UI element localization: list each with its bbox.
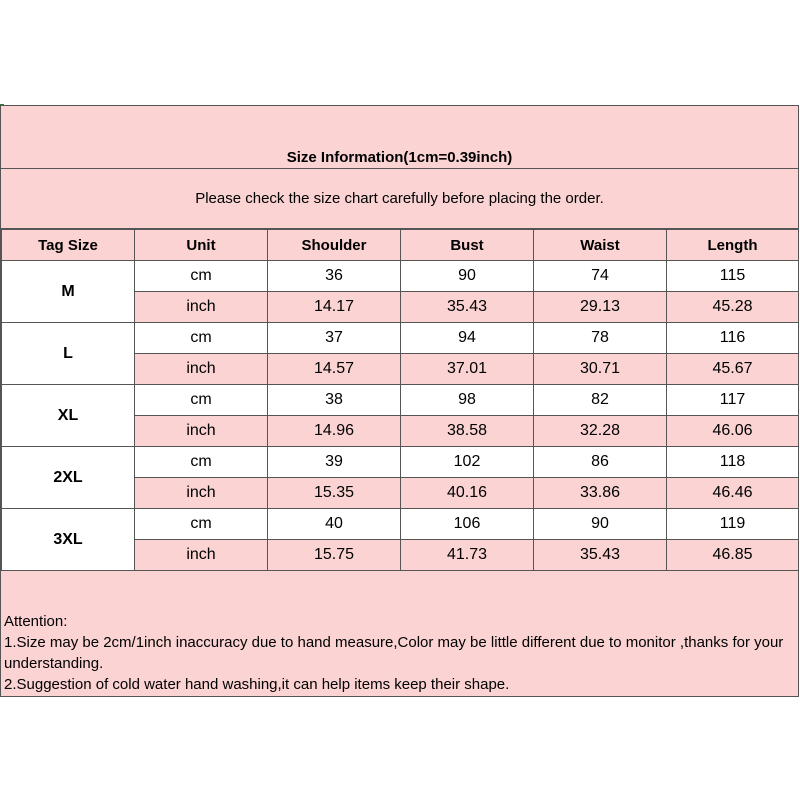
- header-shoulder: Shoulder: [268, 230, 401, 261]
- table-row: [2, 509, 799, 540]
- table-cell: inch: [135, 478, 268, 509]
- table-cell: 82: [534, 385, 667, 416]
- table-cell: 14.17: [268, 292, 401, 323]
- size-chart-title-row: [1, 106, 798, 169]
- table-cell: 117: [667, 385, 799, 416]
- table-cell: 98: [401, 385, 534, 416]
- table-cell: 29.13: [534, 292, 667, 323]
- table-cell: 106: [401, 509, 534, 540]
- table-cell: 15.35: [268, 478, 401, 509]
- table-cell: 94: [401, 323, 534, 354]
- table-cell: 38.58: [401, 416, 534, 447]
- table-cell: 40.16: [401, 478, 534, 509]
- table-cell: 36: [268, 261, 401, 292]
- table-cell: 30.71: [534, 354, 667, 385]
- table-cell: 33.86: [534, 478, 667, 509]
- table-cell: 40: [268, 509, 401, 540]
- table-cell: cm: [135, 261, 268, 292]
- size-table: [1, 229, 799, 571]
- table-cell: inch: [135, 540, 268, 571]
- table-row: [2, 261, 799, 292]
- table-cell: 45.67: [667, 354, 799, 385]
- table-header-row: [2, 230, 799, 261]
- table-cell: 90: [401, 261, 534, 292]
- attention-line-2: 2.Suggestion of cold water hand washing,it can help items keep their shape.: [4, 676, 510, 693]
- table-cell: 78: [534, 323, 667, 354]
- size-table-body: [2, 261, 799, 571]
- header-bust: Bust: [401, 230, 534, 261]
- table-cell: cm: [135, 509, 268, 540]
- size-chart-title: Size Information(1cm=0.39inch): [286, 149, 513, 166]
- table-row: [2, 323, 799, 354]
- header-length: Length: [667, 230, 799, 261]
- table-cell: 37.01: [401, 354, 534, 385]
- table-cell: 46.06: [667, 416, 799, 447]
- table-cell: cm: [135, 323, 268, 354]
- table-cell: inch: [135, 416, 268, 447]
- table-cell: 45.28: [667, 292, 799, 323]
- table-cell: 46.85: [667, 540, 799, 571]
- tag-size-cell: L: [2, 323, 135, 385]
- table-cell: 35.43: [534, 540, 667, 571]
- table-cell: 39: [268, 447, 401, 478]
- header-unit: Unit: [135, 230, 268, 261]
- attention-notes: [4, 611, 794, 695]
- table-cell: 14.96: [268, 416, 401, 447]
- table-cell: 15.75: [268, 540, 401, 571]
- table-cell: 74: [534, 261, 667, 292]
- table-cell: cm: [135, 447, 268, 478]
- table-cell: 35.43: [401, 292, 534, 323]
- notice-text: Please check the size chart carefully before placing the order.: [195, 190, 604, 207]
- tag-size-cell: XL: [2, 385, 135, 447]
- attention-line-1: 1.Size may be 2cm/1inch inaccuracy due to hand measure,Color may be little different due to monitor ,thanks for your understanding.: [4, 634, 784, 672]
- tag-size-cell: M: [2, 261, 135, 323]
- table-cell: 119: [667, 509, 799, 540]
- size-chart-card: [0, 105, 799, 697]
- table-cell: 102: [401, 447, 534, 478]
- header-waist: Waist: [534, 230, 667, 261]
- table-cell: inch: [135, 354, 268, 385]
- notice-row: [1, 169, 798, 229]
- table-cell: 115: [667, 261, 799, 292]
- tag-size-cell: 2XL: [2, 447, 135, 509]
- table-cell: 41.73: [401, 540, 534, 571]
- table-cell: 38: [268, 385, 401, 416]
- table-cell: 32.28: [534, 416, 667, 447]
- table-cell: 90: [534, 509, 667, 540]
- table-row: [2, 447, 799, 478]
- table-cell: 37: [268, 323, 401, 354]
- attention-heading: Attention:: [4, 613, 68, 630]
- table-cell: cm: [135, 385, 268, 416]
- table-cell: 86: [534, 447, 667, 478]
- table-cell: 46.46: [667, 478, 799, 509]
- table-cell: inch: [135, 292, 268, 323]
- table-cell: 118: [667, 447, 799, 478]
- table-row: [2, 385, 799, 416]
- table-cell: 116: [667, 323, 799, 354]
- table-cell: 14.57: [268, 354, 401, 385]
- tag-size-cell: 3XL: [2, 509, 135, 571]
- header-tag-size: Tag Size: [2, 230, 135, 261]
